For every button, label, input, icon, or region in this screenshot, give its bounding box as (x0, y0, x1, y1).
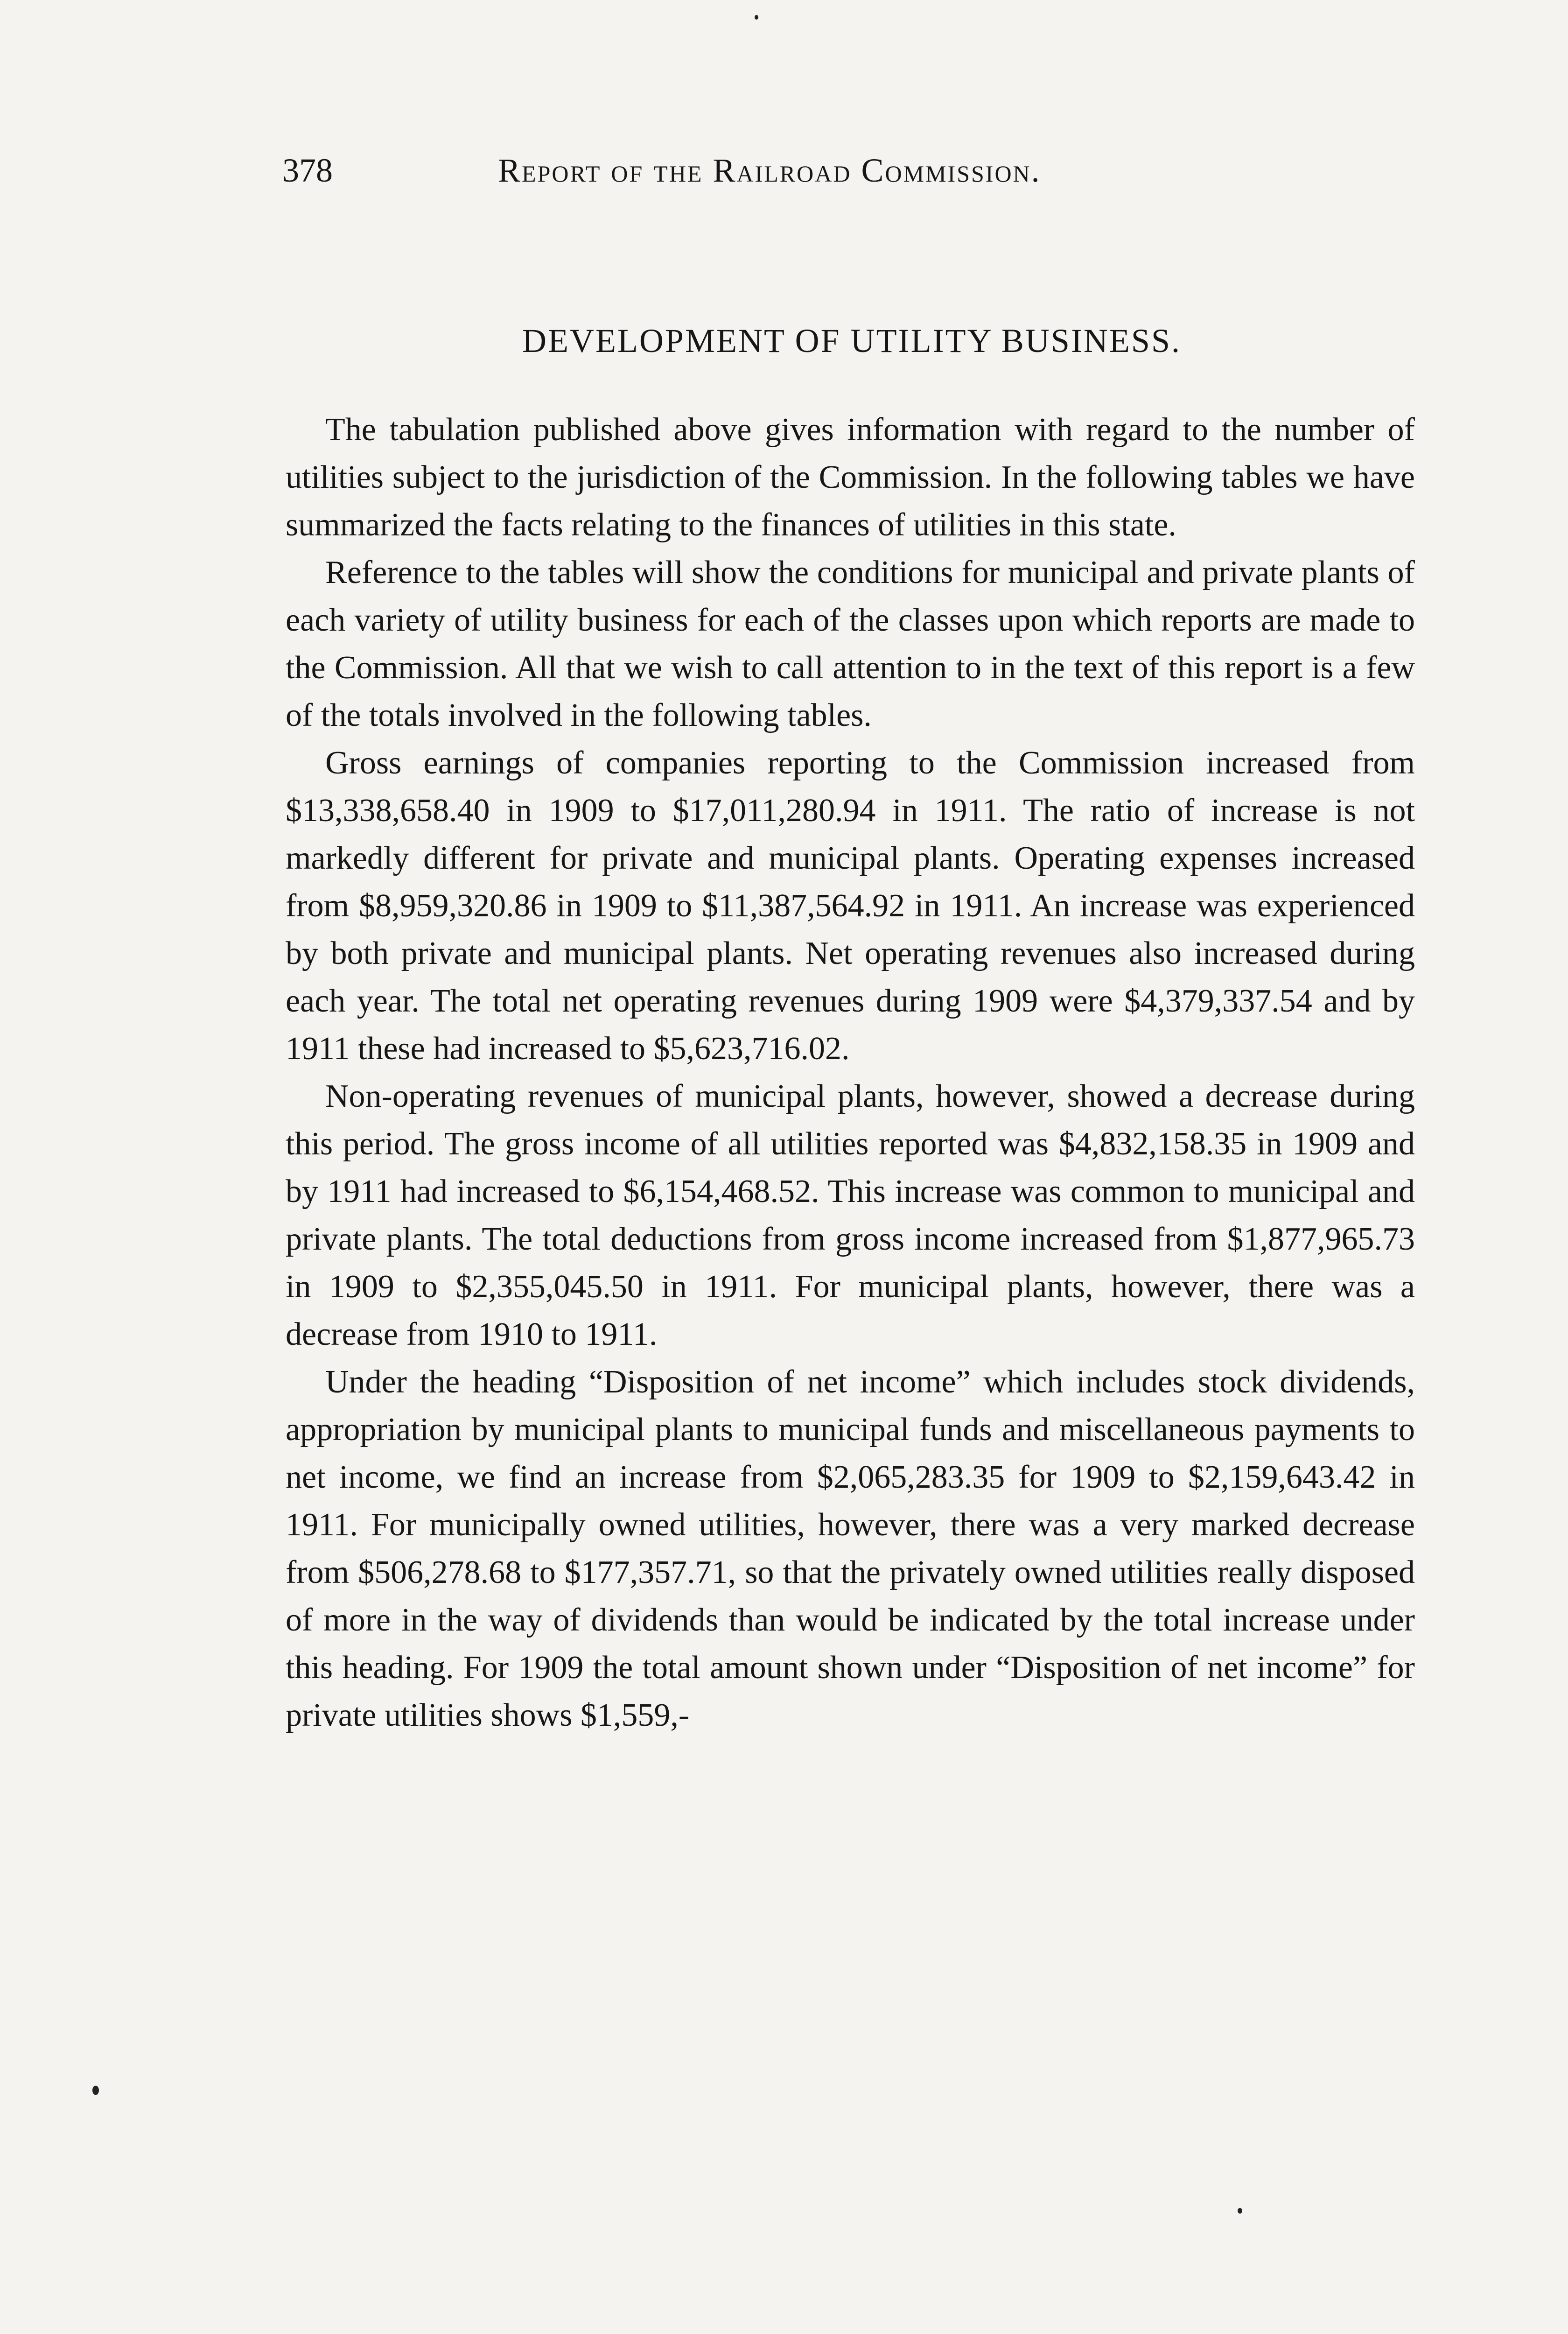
scan-speck (755, 15, 758, 20)
page-number: 378 (282, 152, 333, 189)
body-text (286, 406, 1415, 1739)
paragraph: Under the heading “Disposition of net income” which includes stock dividends, appropriation by municipal plants to municipal funds and miscellaneous payments to net income, we find an increase from $2,065,283.35 for 1909 to $2,159,643.42 in 1911. For municipally owned utilities, however, there was a very marked decrease from $506,278.68 to $177,357.71, so that the privately owned utilities really disposed of more in the way of dividends than would be indicated by the total increase under this heading. For 1909 the total amount shown under “Disposition of net income” for private utilities shows $1,559,- (286, 1364, 1415, 1733)
paragraph: The tabulation published above gives information with regard to the number of utilities subject to the jurisdiction of the Commission. In the following tables we have summarized the facts relating to the finances of utilities in this state. (286, 412, 1415, 543)
scan-speck (92, 2086, 99, 2095)
section-heading: DEVELOPMENT OF UTILITY BUSINESS. (522, 322, 1181, 359)
paragraph: Gross earnings of companies reporting to the Commission increased from $13,338,658.40 in 1909 to $17,011,280.94 in 1911. The ratio of increase is not markedly different for private and municipal plants. Operating expenses increased from $8,959,320.86 in 1909 to $11,387,564.92 in 1911. An increase was experienced by both private and municipal plants. Net operating revenues also increased during each year. The total net operating revenues during 1909 were $4,379,337.54 and by 1911 these had increased to $5,623,716.02. (286, 745, 1415, 1067)
paragraph: Non-operating revenues of municipal plants, however, showed a decrease during this period. The gross income of all utilities reported was $4,832,158.35 in 1909 and by 1911 had increased to $6,154,468.52. This increase was common to municipal and private plants. The total deductions from gross income increased from $1,877,965.73 in 1909 to $2,355,045.50 in 1911. For municipal plants, however, there was a decrease from 1910 to 1911. (286, 1078, 1415, 1352)
paragraph: Reference to the tables will show the conditions for municipal and private plants of each variety of utility business for each of the classes upon which reports are made to the Commission. All that we wish to call attention to in the text of this report is a few of the totals involved in the following tables. (286, 555, 1415, 733)
page-header (282, 142, 1216, 198)
scan-speck (1238, 2208, 1242, 2214)
running-title: Report of the Railroad Commission. (498, 152, 1041, 189)
